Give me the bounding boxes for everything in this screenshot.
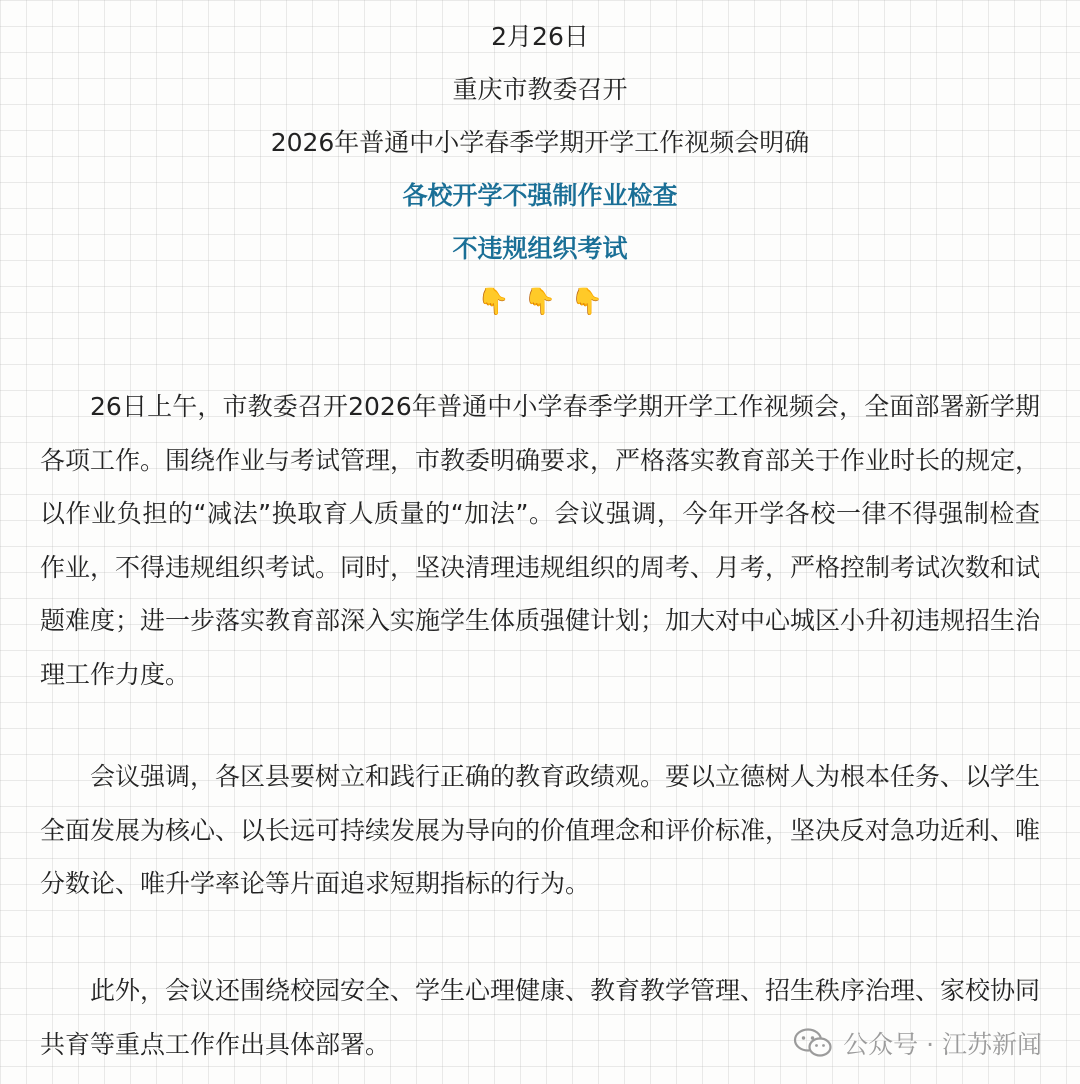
pointing-down-icon: 👇 (570, 287, 603, 317)
highlight-headline-1: 各校开学不强制作业检查 (402, 181, 678, 210)
article-header (0, 10, 1080, 330)
headline-line-1: 重庆市教委召开 (452, 75, 628, 104)
date-line: 2月26日 (491, 22, 589, 51)
article-paragraph-2 (40, 750, 1040, 911)
article-paragraph-1 (40, 380, 1040, 701)
pointer-emoji-row (0, 275, 1080, 330)
pointing-down-icon: 👇 (523, 287, 557, 317)
watermark-text: 公众号 · 江苏新闻 (843, 1030, 1042, 1059)
wechat-icon (793, 1027, 833, 1059)
paragraph-text: 会议强调，各区县要树立和践行正确的教育政绩观。要以立德树人为根本任务、以学生全面发展为核心、以长远可持续发展为导向的价值理念和评价标准，坚决反对急功近利、唯分数论、唯升学率论等片面追求短期指标的行为。 (40, 762, 1041, 898)
paragraph-text: 此外，会议还围绕校园安全、学生心理健康、教育教学管理、招生秩序治理、家校协同共育等重点工作作出具体部署。 (40, 976, 1041, 1059)
paragraph-text: 26日上午，市教委召开2026年普通中小学春季学期开学工作视频会，全面部署新学期各项工作。围绕作业与考试管理，市教委明确要求，严格落实教育部关于作业时长的规定，以作业负担的“减法”换取育人质量的“加法”。会议强调，今年开学各校一律不得强制检查作业，不得违规组织考试。同时，坚决清理违规组织的周考、月考，严格控制考试次数和试题难度；进一步落实教育部深入实施学生体质强健计划；加大对中心城区小升初违规招生治理工作力度。 (40, 392, 1041, 689)
headline-line-2: 2026年普通中小学春季学期开学工作视频会明确 (270, 128, 810, 157)
pointing-down-icon: 👇 (477, 287, 510, 317)
source-watermark (793, 1020, 1042, 1066)
highlight-headline-2: 不违规组织考试 (452, 234, 628, 263)
